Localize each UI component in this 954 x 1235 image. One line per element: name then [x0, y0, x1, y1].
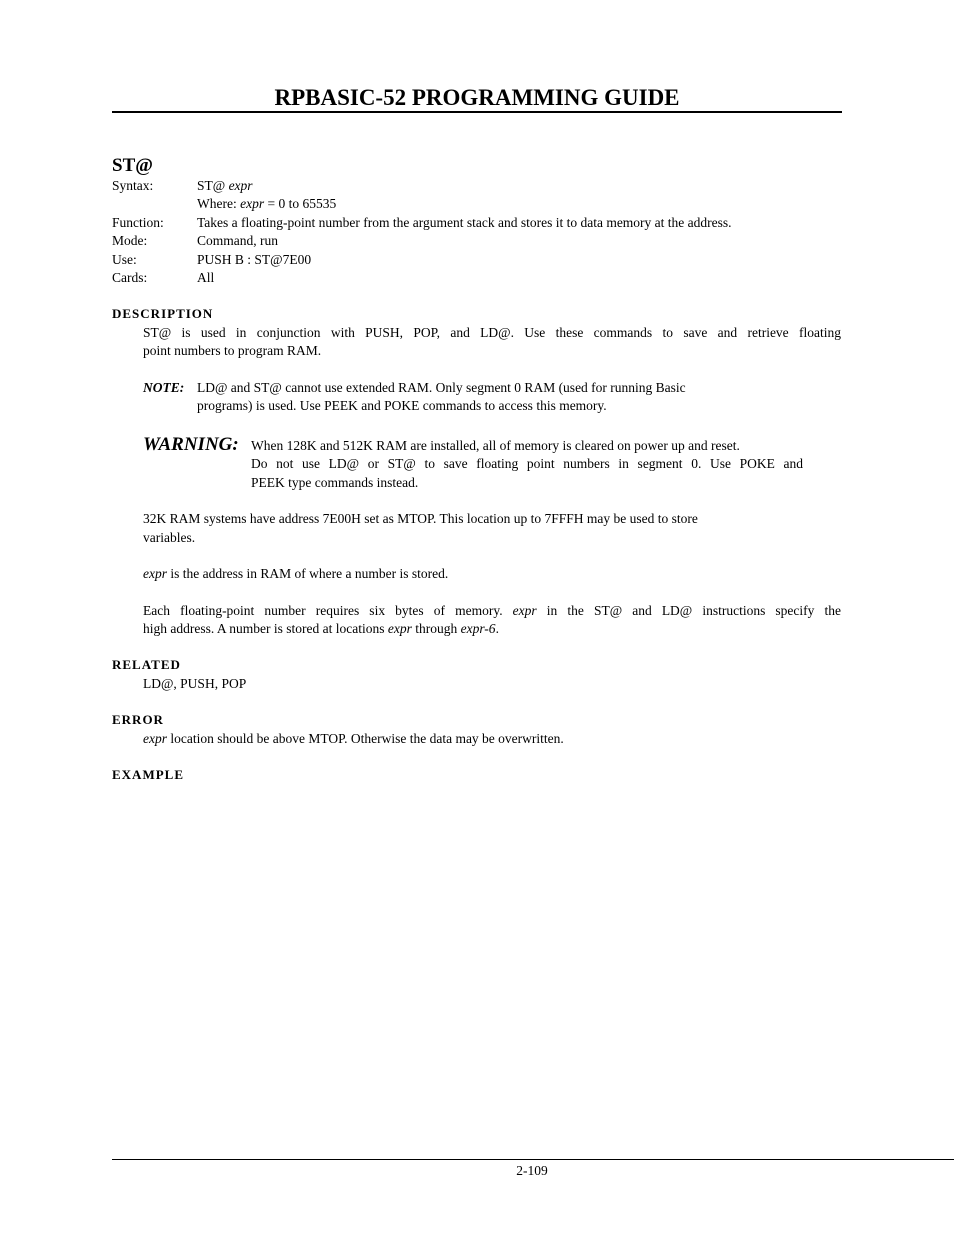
related-heading: RELATED: [112, 657, 181, 672]
warning-line2: Do not use LD@ or ST@ to save floating point numbers in segment 0. Use POKE and: [251, 456, 803, 471]
warning-line1: When 128K and 512K RAM are installed, all of memory is cleared on power up and reset.: [251, 438, 740, 453]
description-para1-line1: ST@ is used in conjunction with PUSH, POP, and LD@. Use these commands to save and retrieve floating: [143, 325, 841, 340]
command-name: ST@: [112, 155, 153, 176]
description-para2-line2: variables.: [143, 530, 196, 545]
description-heading: DESCRIPTION: [112, 306, 214, 321]
page-number: 2-109: [516, 1163, 548, 1178]
description-para1-line2: point numbers to program RAM.: [143, 343, 322, 358]
mode-label: Mode:: [112, 233, 148, 248]
note-label: NOTE:: [143, 380, 185, 395]
note-line1: LD@ and ST@ cannot use extended RAM. Only segment 0 RAM (used for running Basic: [197, 380, 686, 395]
syntax-label: Syntax:: [112, 178, 154, 193]
page-title: RPBASIC-52 PROGRAMMING GUIDE: [274, 85, 680, 110]
use-value: PUSH B : ST@7E00: [197, 252, 312, 267]
description-para2-line1: 32K RAM systems have address 7E00H set as MTOP. This location up to 7FFFH may be used to store: [143, 511, 698, 526]
example-heading: EXAMPLE: [112, 767, 184, 782]
warning-label: WARNING:: [143, 434, 239, 455]
warning-line3: PEEK type commands instead.: [251, 475, 419, 490]
note-line2: programs) is used. Use PEEK and POKE commands to access this memory.: [197, 398, 607, 413]
description-para3: expr is the address in RAM of where a number is stored.: [143, 566, 449, 581]
use-label: Use:: [112, 252, 137, 267]
function-label: Function:: [112, 215, 164, 230]
footer-rule: [112, 1159, 954, 1160]
syntax-where: Where: expr = 0 to 65535: [197, 196, 337, 211]
cards-label: Cards:: [112, 270, 148, 285]
mode-value: Command, run: [197, 233, 278, 248]
description-para4-line2: high address. A number is stored at locations expr through expr-6.: [143, 621, 499, 636]
syntax-value: ST@ expr: [197, 178, 253, 193]
function-value: Takes a floating-point number from the argument stack and stores it to data memory at the address.: [197, 215, 732, 230]
description-para4-line1: Each floating-point number requires six bytes of memory. expr in the ST@ and LD@ instructions specify the: [143, 603, 841, 618]
related-text: LD@, PUSH, POP: [143, 676, 247, 691]
error-heading: ERROR: [112, 712, 164, 727]
error-text: expr location should be above MTOP. Otherwise the data may be overwritten.: [143, 731, 564, 746]
title-rule: [112, 111, 842, 113]
cards-value: All: [197, 270, 215, 285]
